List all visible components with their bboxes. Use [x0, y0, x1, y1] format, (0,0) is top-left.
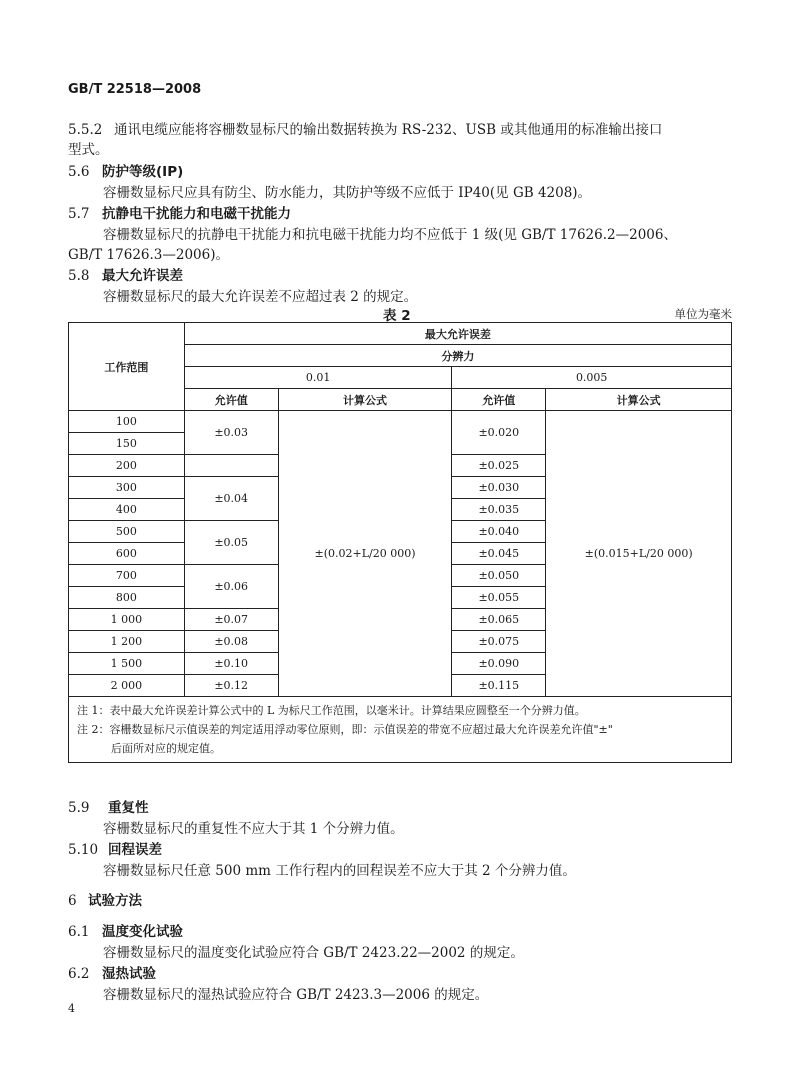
section-5-7-text: 容栅数显标尺的抗静电干扰能力和抗电磁干扰能力均不应低于 1 级(见 GB/T 17626.2—2006、	[103, 227, 677, 243]
allow-001-cell: ±0.06	[184, 565, 278, 609]
range-cell: 400	[69, 499, 185, 521]
page-number: 4	[68, 1002, 75, 1015]
header-formula-0005: 计算公式	[546, 389, 732, 411]
range-cell: 150	[69, 433, 185, 455]
section-6-1-heading	[68, 920, 183, 940]
allow-0005-cell: ±0.055	[452, 587, 546, 609]
section-5-8-heading	[68, 264, 183, 284]
header-formula-001: 计算公式	[278, 389, 452, 411]
section-5-10-text: 容栅数显标尺任意 500 mm 工作行程内的回程误差不应大于其 2 个分辨力值。	[103, 863, 576, 879]
header-resolution: 分辨力	[184, 345, 731, 367]
section-6-1-text: 容栅数显标尺的温度变化试验应符合 GB/T 2423.22—2002 的规定。	[103, 945, 524, 961]
range-cell: 1 000	[69, 609, 185, 631]
allow-001-cell: ±0.10	[184, 653, 278, 675]
allow-0005-cell: ±0.075	[452, 631, 546, 653]
section-title: 试验方法	[88, 893, 142, 909]
section-title: 温度变化试验	[102, 924, 183, 940]
section-number: 5.10	[68, 842, 99, 858]
header-res-0005: 0.005	[452, 367, 732, 389]
header-allow-0005: 允许值	[452, 389, 546, 411]
header-res-001: 0.01	[184, 367, 452, 389]
section-number: 6.2	[68, 966, 90, 982]
section-title: 重复性	[108, 800, 149, 816]
table-caption: 表 2	[383, 308, 411, 324]
allow-0005-cell: ±0.020	[452, 411, 546, 455]
range-cell: 600	[69, 543, 185, 565]
standard-number: GB/T 22518—2008	[68, 82, 202, 97]
range-cell: 700	[69, 565, 185, 587]
section-5-7-text-continuation: GB/T 17626.3—2006)。	[68, 247, 229, 263]
header-range: 工作范围	[69, 323, 185, 411]
table-note-2-continuation: 后面所对应的规定值。	[111, 742, 221, 755]
range-cell: 2 000	[69, 675, 185, 697]
range-cell: 100	[69, 411, 185, 433]
section-number: 5.5.2	[68, 122, 103, 138]
allow-001-cell: ±0.07	[184, 609, 278, 631]
formula-0005-cell: ±(0.015+L/20 000)	[546, 411, 732, 697]
section-title: 回程误差	[108, 842, 162, 858]
allow-0005-cell: ±0.025	[452, 455, 546, 477]
section-title: 最大允许误差	[102, 268, 183, 284]
section-5-8-text: 容栅数显标尺的最大允许误差不应超过表 2 的规定。	[103, 289, 418, 305]
allow-0005-cell: ±0.050	[452, 565, 546, 587]
range-cell: 300	[69, 477, 185, 499]
section-number: 5.7	[68, 206, 90, 222]
section-title: 防护等级(IP)	[102, 164, 184, 180]
allow-001-cell: ±0.05	[184, 521, 278, 565]
table-note-1: 注 1：表中最大允许误差计算公式中的 L 为标尺工作范围，以毫米计。计算结果应圆整至一个分辨力值。	[77, 704, 586, 717]
allow-0005-cell: ±0.030	[452, 477, 546, 499]
section-title: 抗静电干扰能力和电磁干扰能力	[102, 206, 291, 222]
section-5-9-heading	[68, 796, 149, 816]
header-mpe: 最大允许误差	[184, 323, 731, 345]
table-note-2: 注 2：容栅数显标尺示值误差的判定适用浮动零位原则，即：示值误差的带宽不应超过最大允许误差允许值"±"	[77, 723, 613, 736]
allow-0005-cell: ±0.065	[452, 609, 546, 631]
section-5-6-text: 容栅数显标尺应具有防尘、防水能力，其防护等级不应低于 IP40(见 GB 4208)。	[103, 185, 592, 201]
allow-001-cell	[184, 455, 278, 477]
section-number: 5.8	[68, 268, 90, 284]
range-cell: 200	[69, 455, 185, 477]
section-text-continuation: 型式。	[68, 142, 109, 158]
section-6-2-heading	[68, 962, 156, 982]
section-5-9-text: 容栅数显标尺的重复性不应大于其 1 个分辨力值。	[103, 821, 404, 837]
table-notes	[69, 697, 732, 763]
allow-001-cell: ±0.04	[184, 477, 278, 521]
range-cell: 1 200	[69, 631, 185, 653]
range-cell: 800	[69, 587, 185, 609]
section-5-5-2	[68, 118, 662, 138]
allow-0005-cell: ±0.045	[452, 543, 546, 565]
allow-0005-cell: ±0.115	[452, 675, 546, 697]
allow-001-cell: ±0.03	[184, 411, 278, 455]
allow-0005-cell: ±0.090	[452, 653, 546, 675]
table-2	[68, 322, 732, 763]
section-text: 通讯电缆应能将容栅数显标尺的输出数据转换为 RS-232、USB 或其他通用的标准输出接口	[114, 122, 663, 138]
formula-001-cell: ±(0.02+L/20 000)	[278, 411, 452, 697]
allow-001-cell: ±0.08	[184, 631, 278, 653]
range-cell: 500	[69, 521, 185, 543]
allow-0005-cell: ±0.040	[452, 521, 546, 543]
header-allow-001: 允许值	[184, 389, 278, 411]
section-6-heading	[68, 889, 142, 909]
range-cell: 1 500	[69, 653, 185, 675]
section-number: 6.1	[68, 924, 90, 940]
section-number: 5.6	[68, 164, 90, 180]
allow-0005-cell: ±0.035	[452, 499, 546, 521]
section-number: 5.9	[68, 800, 90, 816]
section-title: 湿热试验	[102, 966, 156, 982]
table-unit: 单位为毫米	[674, 307, 732, 321]
allow-001-cell: ±0.12	[184, 675, 278, 697]
section-6-2-text: 容栅数显标尺的湿热试验应符合 GB/T 2423.3—2006 的规定。	[103, 987, 489, 1003]
section-5-7-heading	[68, 202, 291, 222]
section-5-10-heading	[68, 838, 162, 858]
section-number: 6	[68, 893, 77, 909]
section-5-6-heading	[68, 160, 183, 180]
